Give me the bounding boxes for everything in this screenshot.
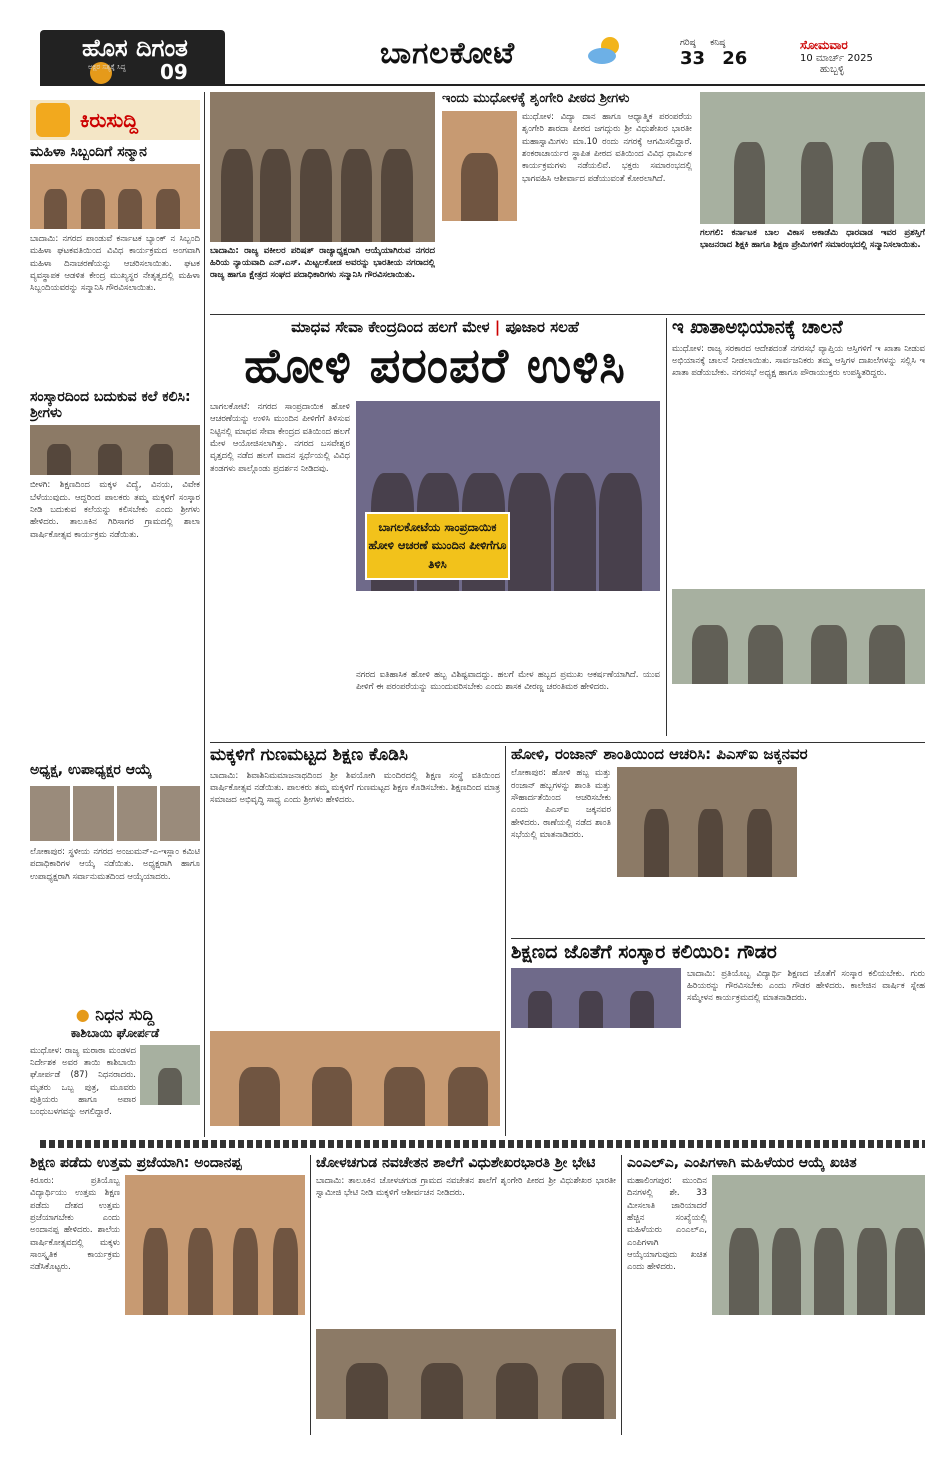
avatar bbox=[30, 786, 70, 841]
top-story-2-body: ಮುಧೋಳ: ವಿದ್ಯಾ ದಾನ ಹಾಗೂ ಆಧ್ಯಾತ್ಮಿಕ ಪರಂಪರೆಯ ಶೃಂಗೇರಿ ಶಾರದಾ ಪೀಠದ ಜಗದ್ಗುರು ಶ್ರೀ ವಿಧುಶೇಖರ ಭಾರತೀ ಮಹಾಸ್ವಾಮಿಗಳು ಮಾ.10 ರಂದು ನಗರಕ್ಕೆ ಆಗಮಿಸಲಿದ್ದಾರೆ. ಶಂಕರಾಚಾರ್ಯರ ಸ್ಥಾಪಿತ ಪೀಠದ ವತಿಯಿಂದ ವಿವಿಧ ಧಾರ್ಮಿಕ ಕಾರ್ಯಕ್ರಮಗಳು ನಡೆಯಲಿವೆ. ಭಕ್ತರು ಸಮಾರಂಭದಲ್ಲಿ ಭಾಗವಹಿಸಿ ಆಶೀರ್ವಾದ ಪಡೆಯುವಂತೆ ಕೋರಲಾಗಿದೆ. bbox=[522, 111, 692, 184]
brief-1-body: ಬಾದಾಮಿ: ನಗರದ ಪಾಂಡುವೆ ಕರ್ನಾಟಕ ಬ್ಯಾಂಕ್ ನ ಸಿಬ್ಬಂದಿ ಮಹಿಳಾ ಘಟಕವತಿಯಿಂದ ವಿವಿಧ ಕಾರ್ಯಕ್ರಮದ ಅಂಗವಾಗಿ ಮಹಿಳಾ ದಿನಾಚರಣೆಯನ್ನು ಆಚರಿಸಲಾಯಿತು. ಘಟಕ ವ್ಯವಸ್ಥಾಪಕ ಆಡಳಿತ ಕೇಂದ್ರ ಮುಖ್ಯಸ್ಥರ ನೇತೃತ್ವದಲ್ಲಿ ಮಹಿಳಾ ಸಿಬ್ಬಂದಿಯವರನ್ನು ಸನ್ಮಾನಿಸಿ ಗೌರವಿಸಲಾಯಿತು. bbox=[30, 234, 200, 294]
brief-2-body: ಬೀಳಗಿ: ಶಿಕ್ಷಣದಿಂದ ಮಕ್ಕಳ ವಿದ್ಯೆ, ವಿನಯ, ವಿವೇಕ ಬೆಳೆಯುವುದು. ಆದ್ದರಿಂದ ಪಾಲಕರು ತಮ್ಮ ಮಕ್ಕಳಿಗೆ ಸಂಸ್ಕಾರ ನೀಡಿ ಬದುಕುವ ಕಲೆಯನ್ನು ಕಲಿಸಬೇಕು ಎಂದು ಶ್ರೀಗಳು ಹೇಳಿದರು. ತಾಲೂಕಿನ ಗಿರಿಸಾಗರ ಗ್ರಾಮದಲ್ಲಿ ಶಾಲಾ ವಾರ್ಷಿಕೋತ್ಸವ ಕಾರ್ಯಕ್ರಮ ನಡೆಯಿತು. bbox=[30, 480, 200, 540]
story-photo bbox=[210, 1031, 500, 1126]
row-rule bbox=[210, 742, 925, 743]
masthead bbox=[0, 0, 945, 86]
brief-3-title: ಅಧ್ಯಕ್ಷ, ಉಪಾಧ್ಯಕ್ಷರ ಆಯ್ಕೆ bbox=[30, 762, 152, 778]
brief-3-body-wrap bbox=[30, 846, 200, 996]
avatar bbox=[117, 786, 157, 841]
story-body: ಬಾದಾಮಿ: ಪ್ರತಿಯೊಬ್ಬ ವಿದ್ಯಾರ್ಥಿ ಶಿಕ್ಷಣದ ಜೊತೆಗೆ ಸಂಸ್ಕಾರ ಕಲಿಯಬೇಕು. ಗುರು ಹಿರಿಯರನ್ನು ಗೌರವಿಸಬೇಕು ಎಂದು ಗೌಡರ ಹೇಳಿದರು. ಕಾಲೇಜಿನ ವಾರ್ಷಿಕ ಸ್ನೇಹ ಸಮ್ಮೇಳನ ಕಾರ್ಯಕ್ರಮದಲ್ಲಿ ಮಾತನಾಡಿದರು. bbox=[687, 968, 925, 1004]
row-rule bbox=[511, 938, 925, 939]
story-photo bbox=[316, 1329, 616, 1419]
story-body: ಬಾದಾಮಿ: ಶಿವಾಶಿನಿಮಮಾಜನಾಥದಿಂದ ಶ್ರೀ ಶಿವಯೋಗಿ ಮಂದಿರದಲ್ಲಿ ಶಿಕ್ಷಣ ಸಂಸ್ಥೆ ವತಿಯಿಂದ ವಾರ್ಷಿಕೋತ್ಸವ ನಡೆಯಿತು. ಪಾಲಕರು ತಮ್ಮ ಮಕ್ಕಳಿಗೆ ಗುಣಮಟ್ಟದ ಶಿಕ್ಷಣ ಕೊಡಿಸಬೇಕು. ಶಿಕ್ಷಣದಿಂದ ಮಾತ್ರ ಸಮಾಜದ ಅಭಿವೃದ್ಧಿ ಸಾಧ್ಯ ಎಂದು ಶ್ರೀಗಳು ಹೇಳಿದರು. bbox=[210, 770, 500, 806]
story-title: ಮಕ್ಕಳಿಗೆ ಗುಣಮಟ್ಟದ ಶಿಕ್ಷಣ ಕೊಡಿಸಿ bbox=[210, 746, 408, 765]
row-rule bbox=[210, 314, 925, 315]
story-seer-visit bbox=[316, 1155, 616, 1440]
brief-3 bbox=[30, 762, 200, 786]
column-rule bbox=[310, 1155, 311, 1435]
thumb-icon bbox=[36, 103, 70, 137]
column-rule bbox=[666, 318, 667, 736]
story-sanskara bbox=[511, 942, 925, 1137]
column-rule bbox=[204, 92, 205, 1137]
story-quality-education bbox=[210, 746, 500, 1136]
brief-2-photo bbox=[30, 425, 200, 475]
story-good-citizen bbox=[30, 1155, 305, 1440]
story-title: ಶಿಕ್ಷಣ ಪಡೆದು ಉತ್ತಮ ಪ್ರಜೆಯಾಗಿ: ಅಂದಾನಪ್ಪ bbox=[30, 1155, 242, 1171]
story-body: ಕಿರೂರು: ಪ್ರತಿಯೊಬ್ಬ ವಿದ್ಯಾರ್ಥಿಯು ಉತ್ತಮ ಶಿಕ್ಷಣ ಪಡೆದು ದೇಶದ ಉತ್ತಮ ಪ್ರಜೆಯಾಗಬೇಕು ಎಂದು ಅಂದಾನಪ್ಪ ಹೇಳಿದರು. ಶಾಲೆಯ ವಾರ್ಷಿಕೋತ್ಸವದಲ್ಲಿ ಮಕ್ಕಳು ಸಾಂಸ್ಕೃತಿಕ ಕಾರ್ಯಕ್ರಮ ನಡೆಸಿಕೊಟ್ಟರು. bbox=[30, 1176, 120, 1273]
obituary-section: ● ನಿಧನ ಸುದ್ದಿ bbox=[75, 1005, 155, 1024]
story-photo bbox=[712, 1175, 925, 1315]
story-photo bbox=[125, 1175, 305, 1315]
top-caption-1: ಬಾದಾಮಿ: ರಾಜ್ಯ ವಕೀಲರ ಪರಿಷತ್ ರಾಜ್ಯಾಧ್ಯಕ್ಷರಾಗಿ ಆಯ್ಕೆಯಾಗಿರುವ ನಗರದ ಹಿರಿಯ ನ್ಯಾಯವಾದಿ ಎನ್.ಎಸ್. ಮಿಟ್ಟಲಕೋಡ ಅವರನ್ನು ಭಾರತೀಯ ನಗರಾದಲ್ಲಿ ರಾಜ್ಯ ಹಾಗೂ ಕ್ಷೇತ್ರದ ಸಂಘದ ಪದಾಧಿಕಾರಿಗಳು ಸನ್ಮಾನಿಸಿ ಗೌರವಿಸಲಾಯಿತು. bbox=[210, 246, 435, 280]
min-label: ಕನಿಷ್ಠ bbox=[710, 38, 726, 48]
place: ಹುಬ್ಬಳ್ಳಿ bbox=[820, 64, 845, 75]
ekhata-title: ಇ ಖಾತಾಅಭಿಯಾನಕ್ಕೆ ಚಾಲನೆ bbox=[672, 318, 843, 338]
max-label: ಗರಿಷ್ಠ bbox=[680, 38, 696, 48]
top-caption-3: ಗಲಗಲಿ: ಕರ್ನಾಟಕ ಬಾಲ ವಿಕಾಸ ಅಕಾಡೆಮಿ ಧಾರವಾಡ ಇವರ ಪ್ರಶಸ್ತಿಗೆ ಭಾಜನರಾದ ಶಿಕ್ಷಕಿ ಹಾಗೂ ಶಿಕ್ಷಣ ಪ್ರೇಮಿಗಳಿಗೆ ಸಮಾರಂಭದಲ್ಲಿ ಸನ್ಮಾನಿಸಲಾಯಿತು. bbox=[700, 228, 925, 250]
logo-tagline: ಅಕ್ಷರ ಸತ್ಯಕ್ಕೆ ಸಿದ್ಧ bbox=[88, 63, 126, 71]
top-story-1 bbox=[210, 92, 435, 312]
edition-title: ಬಾಗಲಕೋಟೆ bbox=[380, 36, 516, 71]
top-photo-3 bbox=[700, 92, 925, 224]
logo-name: ಹೊಸ ದಿಗಂತ bbox=[82, 34, 188, 62]
obituary-body: ಮುಧೋಳ: ರಾಜ್ಯ ಮರಾಠಾ ಮಂಡಳದ ನಿರ್ದೇಶಕ ಅವರ ತಾಯಿ ಕಾಶಿಬಾಯಿ ಘೋರ್ಪಡೆ (87) ನಿಧನರಾದರು. ಮೃತರು ಒಬ್ಬ ಪುತ್ರ, ಮೂವರು ಪುತ್ರಿಯರು ಹಾಗೂ ಅಪಾರ ಬಂಧುಬಳಗವನ್ನು ಅಗಲಿದ್ದಾರೆ. bbox=[30, 1045, 136, 1118]
story-photo bbox=[617, 767, 797, 877]
lead-body-2: ನಗರದ ಐತಿಹಾಸಿಕ ಹೋಳಿ ಹಬ್ಬ ವಿಶಿಷ್ಟವಾದದ್ದು. ಹಲಗೆ ಮೇಳ ಹಬ್ಬದ ಪ್ರಮುಖ ಆಕರ್ಷಣೆಯಾಗಿದೆ. ಯುವ ಪೀಳಿಗೆ ಈ ಪರಂಪರೆಯನ್ನು ಮುಂದುವರಿಸಬೇಕು ಎಂದು ಶಾಸಕ ವೀರಣ್ಣ ಚರಂತಿಮಠ ಹೇಳಿದರು. bbox=[356, 670, 660, 693]
office-bearers-photos bbox=[30, 786, 200, 841]
story-body: ಮಹಾಲಿಂಗಪುರ: ಮುಂದಿನ ದಿನಗಳಲ್ಲಿ ಶೇ. 33 ಮೀಸಲಾತಿ ಜಾರಿಯಾದರೆ ಹೆಚ್ಚಿನ ಸಂಖ್ಯೆಯಲ್ಲಿ ಮಹಿಳೆಯರು ಎಂಎಲ್ಎ, ಎಂಪಿಗಳಾಗಿ ಆಯ್ಕೆಯಾಗುವುದು ಖಚಿತ ಎಂದು ಹೇಳಿದರು. bbox=[627, 1176, 707, 1273]
ekhata-story bbox=[672, 318, 925, 738]
brief-1-title: ಮಹಿಳಾ ಸಿಬ್ಬಂದಿಗೆ ಸನ್ಮಾನ bbox=[30, 144, 147, 160]
seer-photo bbox=[442, 111, 517, 221]
story-title: ಚೋಳಚಗುಡ ನವಚೇತನ ಶಾಲೆಗೆ ವಿಧುಶೇಖರಭಾರತಿ ಶ್ರೀ ಭೇಟಿ bbox=[316, 1155, 596, 1171]
top-story-2-title: ಇಂದು ಮುಧೋಳಕ್ಕೆ ಶೃಂಗೇರಿ ಪೀಠದ ಶ್ರೀಗಳು bbox=[442, 92, 630, 106]
lead-kicker: ಮಾಧವ ಸೇವಾ ಕೇಂದ್ರದಿಂದ ಹಲಗೆ ಮೇಳ | ಪೂಜಾರ ಸಲಹೆ bbox=[291, 318, 579, 336]
story-photo bbox=[511, 968, 681, 1028]
date: 10 ಮಾರ್ಚ್ 2025 bbox=[800, 53, 873, 64]
story-holi-ramzan bbox=[511, 746, 925, 936]
brief-1 bbox=[30, 144, 200, 584]
top-story-2 bbox=[442, 92, 692, 312]
lead-headline: ಹೋಳಿ ಪರಂಪರೆ ಉಳಿಸಿ bbox=[244, 338, 626, 394]
top-photo-1 bbox=[210, 92, 435, 242]
temperature bbox=[680, 38, 747, 69]
section-divider bbox=[40, 1140, 925, 1148]
story-title: ಶಿಕ್ಷಣದ ಜೊತೆಗೆ ಸಂಸ್ಕಾರ ಕಲಿಯಿರಿ: ಗೌಡರ bbox=[511, 942, 777, 963]
min-temp: 26 bbox=[722, 48, 748, 69]
dateline bbox=[800, 38, 920, 75]
obituary bbox=[30, 1005, 200, 1140]
story-body: ಲೋಕಾಪುರ: ಹೋಳಿ ಹಬ್ಬ ಮತ್ತು ರಂಜಾನ್ ಹಬ್ಬಗಳನ್ನು ಶಾಂತಿ ಮತ್ತು ಸೌಹಾರ್ದತೆಯಿಂದ ಆಚರಿಸಬೇಕು ಎಂದು ಪಿಎಸ್ಐ ಜಕ್ಕನವರ ಹೇಳಿದರು. ಠಾಣೆಯಲ್ಲಿ ನಡೆದ ಶಾಂತಿ ಸಭೆಯಲ್ಲಿ ಮಾತನಾಡಿದರು. bbox=[511, 768, 611, 840]
avatar bbox=[160, 786, 200, 841]
logo bbox=[40, 30, 225, 84]
story-title: ಹೋಳಿ, ರಂಜಾನ್ ಶಾಂತಿಯಿಂದ ಆಚರಿಸಿ: ಪಿಎಸ್ಐ ಜಕ್ಕನವರ bbox=[511, 746, 808, 763]
kirusuddi-banner bbox=[30, 100, 200, 140]
max-temp: 33 bbox=[680, 48, 706, 69]
brief-3-body: ಲೋಕಾಪುರ: ಸ್ಥಳೀಯ ನಗರದ ಅಂಜುಮನ್-ಎ-ಇಸ್ಲಾಂ ಕಮಿಟಿ ಪದಾಧಿಕಾರಿಗಳ ಆಯ್ಕೆ ನಡೆಯಿತು. ಅಧ್ಯಕ್ಷರಾಗಿ ಹಾಗೂ ಉಪಾಧ್ಯಕ್ಷರಾಗಿ ಸರ್ವಾನುಮತದಿಂದ ಆಯ್ಕೆಯಾದರು. bbox=[30, 847, 200, 882]
column-rule bbox=[505, 746, 506, 1136]
section-title: ಕಿರುಸುದ್ದಿ bbox=[80, 108, 139, 132]
page-number: 09 bbox=[160, 60, 188, 84]
top-story-3 bbox=[700, 92, 925, 312]
lead-body-1: ಬಾಗಲಕೋಟೆ: ನಗರದ ಸಾಂಪ್ರದಾಯಿಕ ಹೋಳಿ ಆಚರಣೆಯನ್ನು ಉಳಿಸಿ ಮುಂದಿನ ಪೀಳಿಗೆಗೆ ತಿಳಿಸುವ ನಿಟ್ಟಿನಲ್ಲಿ ಮಾಧವ ಸೇವಾ ಕೇಂದ್ರದ ವತಿಯಿಂದ ಹಲಗೆ ಮೇಳ ಆಯೋಜಿಸಲಾಗಿತ್ತು. ನಗರದ ಬಸವೇಶ್ವರ ವೃತ್ತದಲ್ಲಿ ನಡೆದ ಹಲಗೆ ವಾದನ ಸ್ಪರ್ಧೆಯಲ್ಲಿ ವಿವಿಧ ತಂಡಗಳು ಪಾಲ್ಗೊಂಡು ಪ್ರದರ್ಶನ ನೀಡಿದವು. bbox=[210, 402, 350, 474]
lamp-icon: ● bbox=[75, 1005, 90, 1024]
ekhata-body: ಮುಧೋಳ: ರಾಜ್ಯ ಸರಕಾರದ ಆದೇಶದಂತೆ ನಗರಸಭೆ ವ್ಯಾಪ್ತಿಯ ಆಸ್ತಿಗಳಿಗೆ ಇ ಖಾತಾ ನೀಡುವ ಅಭಿಯಾನಕ್ಕೆ ಚಾಲನೆ ನೀಡಲಾಯಿತು. ಸಾರ್ವಜನಿಕರು ತಮ್ಮ ಆಸ್ತಿಗಳ ದಾಖಲೆಗಳನ್ನು ಸಲ್ಲಿಸಿ ಇ ಖಾತಾ ಪಡೆಯಬೇಕು. ನಗರಸಭೆ ಅಧ್ಯಕ್ಷ ಹಾಗೂ ಪೌರಾಯುಕ್ತರು ಉಪಸ್ಥಿತರಿದ್ದರು. bbox=[672, 343, 925, 379]
story-women-leaders bbox=[627, 1155, 925, 1440]
ekhata-photo bbox=[672, 589, 925, 684]
obituary-photo bbox=[140, 1045, 200, 1105]
story-body: ಬಾದಾಮಿ: ತಾಲೂಕಿನ ಚೋಳಚಗುಡ ಗ್ರಾಮದ ನವಚೇತನ ಶಾಲೆಗೆ ಶೃಂಗೇರಿ ಪೀಠದ ಶ್ರೀ ವಿಧುಶೇಖರ ಭಾರತೀ ಸ್ವಾಮೀಜಿ ಭೇಟಿ ನೀಡಿ ಮಕ್ಕಳಿಗೆ ಆಶೀರ್ವಚನ ನೀಡಿದರು. bbox=[316, 1176, 616, 1199]
weekday: ಸೋಮವಾರ bbox=[800, 38, 848, 52]
avatar bbox=[73, 786, 113, 841]
lead-highlight-box: ಬಾಗಲಕೋಟೆಯ ಸಾಂಪ್ರದಾಯಿಕ ಹೋಳಿ ಆಚರಣೆ ಮುಂದಿನ ಪೀಳಿಗೆಗೂ ತಿಳಿಸಿ bbox=[365, 512, 510, 580]
sun-cloud-icon bbox=[586, 34, 628, 66]
brief-1-photo bbox=[30, 164, 200, 229]
story-title: ಎಂಎಲ್ಎ, ಎಂಪಿಗಳಾಗಿ ಮಹಿಳೆಯರ ಆಯ್ಕೆ ಖಚಿತ bbox=[627, 1155, 857, 1171]
brief-2-title: ಸಂಸ್ಕಾರದಿಂದ ಬದುಕುವ ಕಲೆ ಕಲಿಸಿ: ಶ್ರೀಗಳು bbox=[30, 389, 191, 422]
column-rule bbox=[621, 1155, 622, 1435]
masthead-rule bbox=[40, 84, 925, 86]
obituary-name: ಕಾಶಿಬಾಯಿ ಘೋರ್ಪಡೆ bbox=[70, 1026, 160, 1040]
